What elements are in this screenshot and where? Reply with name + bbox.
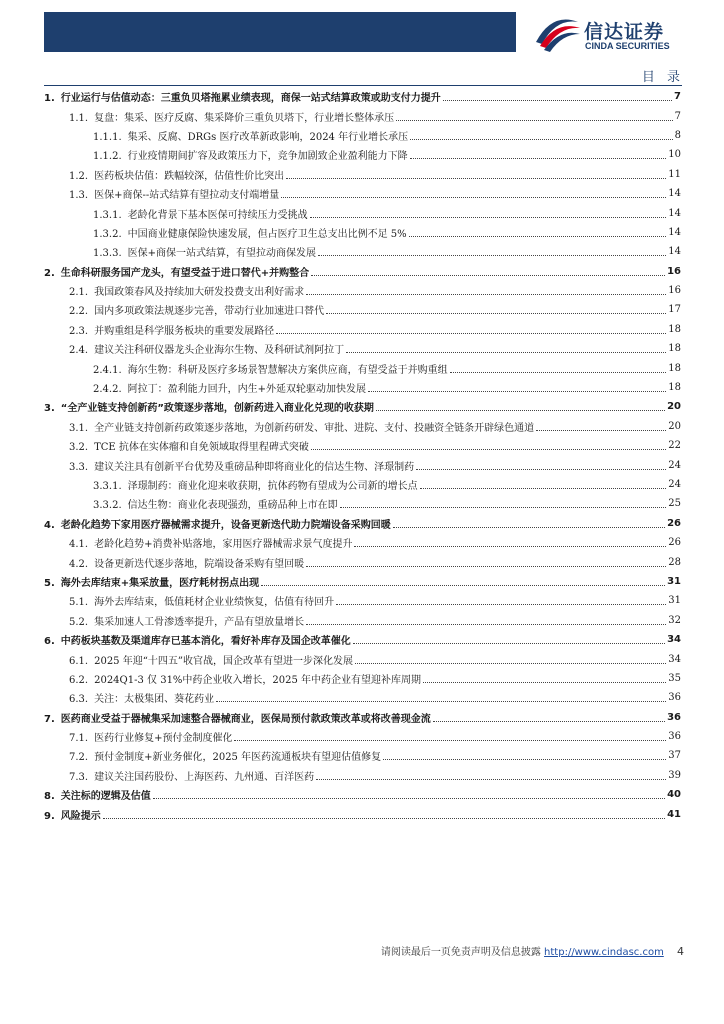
toc-leader-dots [410, 158, 667, 159]
toc-entry-text: 老龄化趋势+消费补贴落地，家用医疗器械需求景气度提升 [94, 539, 353, 551]
toc-entry-page: 14 [668, 207, 681, 219]
toc-entry-number: 1.3. [69, 190, 89, 202]
toc-entry-label [69, 167, 284, 182]
toc-entry-page: 8 [674, 129, 681, 141]
toc-entry-number: 6. [44, 636, 55, 648]
toc-entry-page: 22 [668, 440, 681, 452]
toc-heading: 目 录 [641, 70, 684, 85]
toc-entry-number: 8. [44, 791, 55, 803]
toc-entry-text: 我国政策春风及持续加大研发投费支出利好需求 [94, 287, 305, 299]
toc-entry[interactable] [44, 358, 681, 377]
toc-entry-text: 2024Q1-3 仅 31%中药企业收入增长，2025 年中药企业有望迎补库周期 [94, 674, 422, 686]
toc-leader-dots [216, 701, 666, 702]
toc-entry-number: 2.1. [69, 287, 89, 299]
toc-leader-dots [355, 663, 666, 664]
website-link[interactable]: http://www.cindasc.com [544, 947, 664, 958]
toc-entry-label [69, 438, 309, 453]
toc-entry-number: 1.2. [69, 170, 89, 182]
toc-entry-label [69, 652, 353, 667]
toc-entry-label [69, 419, 534, 434]
toc-entry-number: 1.3.2. [93, 228, 122, 240]
toc-leader-dots [450, 372, 667, 373]
toc-leader-dots [420, 488, 667, 489]
toc-entry-text: 海外去库结束+集采放量，医疗耗材拐点出现 [60, 577, 260, 589]
toc-entry-text: 设备更新迭代逐步落地，院端设备采购有望回暖 [94, 558, 305, 570]
toc-entry-page: 24 [668, 459, 681, 471]
toc-entry-text: 建议关注科研仪器龙头企业海尔生物、及科研试剂阿拉丁 [94, 345, 345, 357]
toc-entry-text: 建议关注具有创新平台优势及重磅品种即将商业化的信达生物、泽璟制药 [94, 461, 415, 473]
toc-leader-dots [234, 740, 666, 741]
toc-entry-number: 4. [44, 519, 55, 531]
toc-entry-page: 37 [668, 750, 681, 762]
toc-entry-text: 生命科研服务国产龙头，有望受益于进口替代+并购整合 [60, 267, 310, 279]
toc-entry-label [93, 477, 418, 492]
company-logo [532, 14, 708, 54]
toc-entry-label [69, 186, 279, 201]
toc-entry[interactable] [44, 514, 681, 533]
toc-entry-label [69, 302, 324, 317]
toc-entry-number: 3.1. [69, 422, 89, 434]
toc-entry-number: 1. [44, 93, 55, 105]
toc-entry-number: 2.4.2. [93, 384, 122, 396]
toc-entry-text: 关注：太极集团、葵花药业 [94, 694, 215, 706]
toc-entry-label [44, 574, 259, 589]
toc-entry[interactable] [44, 455, 681, 474]
toc-entry-label [69, 283, 304, 298]
toc-entry[interactable] [44, 669, 681, 688]
toc-leader-dots [396, 120, 673, 121]
toc-entry[interactable] [44, 630, 681, 649]
toc-entry[interactable] [44, 533, 681, 552]
toc-entry-page: 20 [668, 420, 681, 432]
toc-entry-number: 3.3. [69, 461, 89, 473]
toc-entry-page: 39 [668, 769, 681, 781]
toc-entry-number: 1.1. [69, 112, 89, 124]
toc-entry[interactable] [44, 475, 681, 494]
toc-entry-text: 关注标的逻辑及估值 [60, 791, 151, 803]
toc-entry-label [44, 632, 351, 647]
toc-entry[interactable] [44, 397, 681, 416]
toc-entry[interactable] [44, 145, 681, 164]
toc-entry-label [69, 729, 232, 744]
toc-entry-text: 风险提示 [60, 810, 101, 822]
toc-entry-text: 医药板块估值：跌幅较深，估值性价比突出 [94, 170, 285, 182]
toc-entry[interactable] [44, 494, 681, 513]
toc-entry-page: 11 [668, 168, 681, 180]
toc-entry-text: 医保+商保一站式结算，有望拉动商保发展 [127, 248, 317, 260]
toc-leader-dots [311, 275, 665, 276]
toc-entry-page: 31 [668, 595, 681, 607]
toc-leader-dots [409, 236, 667, 237]
toc-entry[interactable] [44, 339, 681, 358]
toc-entry-label [44, 89, 441, 104]
toc-entry-label [69, 768, 314, 783]
toc-entry-number: 6.2. [69, 674, 89, 686]
toc-entry-label [69, 613, 304, 628]
toc-leader-dots [536, 430, 666, 431]
toc-entry[interactable] [44, 165, 681, 184]
toc-entry-label [93, 496, 338, 511]
toc-entry-number: 2. [44, 267, 55, 279]
toc-entry-text: 国内多项政策法规逐步完善，带动行业加速进口替代 [94, 306, 325, 318]
toc-entry-number: 2.2. [69, 306, 89, 318]
toc-entry-label [44, 264, 309, 279]
toc-entry-label [69, 341, 344, 356]
page-number: 4 [677, 945, 684, 958]
toc-entry-page: 16 [668, 285, 681, 297]
toc-entry-page: 17 [668, 304, 681, 316]
toc-entry-page: 10 [668, 149, 681, 161]
toc-entry[interactable] [44, 649, 681, 668]
toc-entry-page: 36 [667, 711, 681, 723]
toc-entry-page: 40 [667, 789, 681, 801]
toc-entry-text: 海尔生物：科研及医疗多场景智慧解决方案供应商，有望受益于并购重组 [127, 364, 448, 376]
toc-entry[interactable] [44, 746, 681, 765]
toc-entry-text: 阿拉丁：盈利能力回升，内生+外延双轮驱动加快发展 [127, 384, 367, 396]
toc-entry-text: 预付金制度+新业务催化，2025 年医药流通板块有望迎估值修复 [94, 752, 382, 764]
toc-entry-number: 2.3. [69, 325, 89, 337]
toc-leader-dots [261, 585, 665, 586]
toc-entry-text: 2025 年迎“十四五”收官战，国企改革有望进一步深化发展 [94, 655, 353, 667]
toc-entry-text: 海外去库结束，低值耗材企业业绩恢复，估值有待回升 [94, 597, 335, 609]
toc-leader-dots [281, 197, 666, 198]
toc-entry-number: 4.1. [69, 539, 89, 551]
toc-leader-dots [286, 178, 666, 179]
toc-entry-page: 34 [668, 653, 681, 665]
toc-leader-dots [354, 546, 666, 547]
toc-entry-page: 18 [668, 382, 681, 394]
toc-entry-page: 25 [668, 498, 681, 510]
brand-name-en: CINDA SECURITIES [585, 41, 670, 51]
toc-entry-number: 1.3.3. [93, 248, 122, 260]
toc-entry[interactable] [44, 87, 681, 106]
toc-entry-number: 5.1. [69, 597, 89, 609]
toc-entry-page: 20 [667, 401, 681, 413]
toc-entry-page: 35 [668, 672, 681, 684]
toc-entry-label [69, 748, 381, 763]
toc-entry[interactable] [44, 378, 681, 397]
toc-entry-label [69, 690, 214, 705]
toc-entry-text: 中药板块基数及渠道库存已基本消化，看好补库存及国企改革催化 [60, 636, 351, 648]
toc-entry-text: 中国商业健康保险快速发展，但占医疗卫生总支出比例不足 5% [127, 228, 407, 240]
toc-leader-dots [410, 139, 673, 140]
toc-entry-label [93, 128, 408, 143]
toc-entry[interactable] [44, 804, 681, 823]
toc-entry-text: 老龄化背景下基本医保可持续压力受挑战 [127, 209, 308, 221]
cinda-logo-icon [532, 14, 582, 54]
toc-entry-label [93, 361, 448, 376]
toc-entry-text: 集采、反腐、DRGs 医疗改革新政影响，2024 年行业增长承压 [127, 131, 409, 143]
toc-entry[interactable] [44, 766, 681, 785]
toc-entry-page: 14 [668, 246, 681, 258]
toc-leader-dots [306, 624, 666, 625]
toc-leader-dots [326, 313, 666, 314]
toc-entry-page: 16 [667, 265, 681, 277]
toc-entry[interactable] [44, 417, 681, 436]
toc-entry-text: 行业疫情期间扩容及政策压力下，竞争加剧致企业盈利能力下降 [127, 151, 408, 163]
toc-entry[interactable] [44, 611, 681, 630]
toc-entry-page: 14 [668, 226, 681, 238]
toc-entry-label [44, 710, 431, 725]
toc-entry-page: 26 [667, 517, 681, 529]
toc-leader-dots [306, 294, 666, 295]
toc-entry-page: 7 [674, 91, 681, 103]
toc-leader-dots [353, 643, 665, 644]
toc-leader-dots [346, 352, 666, 353]
toc-leader-dots [393, 527, 665, 528]
toc-entry-label [44, 399, 374, 414]
toc-entry-label [69, 458, 414, 473]
toc-entry[interactable] [44, 688, 681, 707]
toc-entry-label [69, 109, 394, 124]
toc-entry-label [69, 322, 274, 337]
toc-entry-number: 2.4. [69, 345, 89, 357]
toc-entry-number: 6.1. [69, 655, 89, 667]
toc-entry-page: 7 [674, 110, 681, 122]
toc-leader-dots [376, 410, 665, 411]
toc-entry-page: 32 [668, 614, 681, 626]
toc-leader-dots [311, 449, 666, 450]
toc-entry-page: 24 [668, 479, 681, 490]
toc-entry-page: 26 [668, 537, 681, 549]
toc-entry-text: 信达生物：商业化表现强劲，重磅品种上市在即 [127, 500, 338, 512]
toc-entry-page: 36 [668, 731, 681, 743]
toc-entry[interactable] [44, 203, 681, 222]
toc-entry-text: 医药商业受益于器械集采加速整合器械商业，医保局预付款政策改革或将改善现金流 [60, 713, 431, 725]
toc-entry-page: 41 [667, 808, 681, 820]
toc-leader-dots [368, 391, 666, 392]
toc-entry[interactable] [44, 552, 681, 571]
toc-entry-page: 36 [668, 692, 681, 704]
toc-leader-dots [340, 507, 667, 508]
toc-leader-dots [310, 217, 667, 218]
toc-entry[interactable] [44, 320, 681, 339]
toc-leader-dots [383, 759, 666, 760]
toc-entry-label [93, 244, 316, 259]
toc-entry-label [69, 535, 352, 550]
toc-leader-dots [416, 469, 666, 470]
toc-entry-label [44, 516, 391, 531]
toc-entry-label [69, 593, 334, 608]
toc-leader-dots [336, 604, 666, 605]
toc-entry-number: 5. [44, 577, 55, 589]
toc-leader-dots [316, 779, 666, 780]
toc-entry[interactable] [44, 126, 681, 145]
toc-entry-label [44, 787, 151, 802]
header-banner [44, 12, 516, 52]
toc-entry[interactable] [44, 727, 681, 746]
toc-entry[interactable] [44, 223, 681, 242]
toc-leader-dots [443, 100, 672, 101]
toc-entry-text: 行业运行与估值动态：三重负贝塔拖累业绩表现，商保一站式结算政策或助支付力提升 [60, 93, 441, 105]
toc-entry-page: 18 [668, 323, 681, 335]
toc-entry-text: 并购重组是科学服务板块的重要发展路径 [94, 325, 275, 337]
toc-entry-number: 7.3. [69, 771, 89, 783]
toc-entry[interactable] [44, 591, 681, 610]
toc-entry[interactable] [44, 106, 681, 125]
toc-leader-dots [276, 333, 666, 334]
toc-entry-text: 建议关注国药股份、上海医药、九州通、百洋医药 [94, 771, 315, 783]
toc-leader-dots [306, 566, 666, 567]
toc-entry-number: 3.2. [69, 442, 89, 454]
toc-entry[interactable] [44, 708, 681, 727]
toc-entry-number: 1.3.1. [93, 209, 122, 221]
toc-entry[interactable] [44, 281, 681, 300]
toc-entry-page: 34 [667, 634, 681, 646]
toc-leader-dots [423, 682, 666, 683]
toc-entry-number: 5.2. [69, 616, 89, 628]
toc-entry-text: “全产业链支持创新药”政策逐步落地，创新药进入商业化兑现的收获期 [60, 403, 374, 415]
toc-leader-dots [318, 255, 666, 256]
toc-entry-label [93, 206, 308, 221]
toc-entry-page: 14 [668, 188, 681, 200]
toc-entry-text: 复盘：集采、医疗反腐、集采降价三重负贝塔下，行业增长整体承压 [94, 112, 395, 124]
toc-leader-dots [433, 721, 665, 722]
toc-entry-text: 全产业链支持创新药政策逐步落地，为创新药研发、审批、进院、支付、投融资全链条开辟绿色通道 [94, 422, 535, 434]
toc-entry[interactable] [44, 785, 681, 804]
brand-name-cn: 信达证券 [584, 21, 665, 43]
table-of-contents [44, 87, 681, 824]
toc-entry-text: 医药行业修复+预付金制度催化 [94, 733, 233, 745]
toc-entry-number: 2.4.1. [93, 364, 122, 376]
toc-entry[interactable] [44, 184, 681, 203]
toc-entry-number: 7. [44, 713, 55, 725]
toc-entry[interactable] [44, 300, 681, 319]
toc-entry[interactable] [44, 572, 681, 591]
toc-entry[interactable] [44, 262, 681, 281]
page-footer [381, 943, 684, 958]
toc-entry-label [93, 225, 407, 240]
toc-entry-text: 老龄化趋势下家用医疗器械需求提升，设备更新迭代助力院端设备采购回暖 [60, 519, 391, 531]
toc-entry-text: 医保+商保--站式结算有望拉动支付端增量 [94, 190, 280, 202]
toc-entry-page: 31 [667, 575, 681, 587]
toc-entry-page: 18 [668, 343, 681, 355]
toc-entry-text: TCE 抗体在实体瘤和自免领域取得里程碑式突破 [94, 442, 309, 454]
toc-entry-label [69, 671, 421, 686]
toc-entry-number: 4.2. [69, 558, 89, 570]
toc-entry-page: 28 [668, 556, 681, 568]
toc-entry-number: 7.2. [69, 752, 89, 764]
toc-entry[interactable] [44, 242, 681, 261]
toc-leader-dots [103, 818, 665, 819]
toc-entry-number: 3. [44, 403, 55, 415]
toc-entry-number: 6.3. [69, 694, 89, 706]
toc-entry-number: 7.1. [69, 733, 89, 745]
divider [44, 85, 682, 86]
toc-entry-text: 泽璟制药：商业化迎来收获期，抗体药物有望成为公司新的增长点 [127, 481, 418, 492]
toc-entry-text: 集采加速人工骨渗透率提升，产品有望放量增长 [94, 616, 305, 628]
toc-entry-number: 1.1.1. [93, 131, 122, 143]
toc-entry[interactable] [44, 436, 681, 455]
toc-entry-number: 3.3.1. [93, 481, 122, 492]
toc-entry-page: 18 [668, 362, 681, 374]
toc-entry-number: 1.1.2. [93, 151, 122, 163]
footer-disclaimer: 请阅读最后一页免责声明及信息披露 [380, 947, 541, 958]
toc-entry-label [44, 807, 101, 822]
toc-entry-number: 3.3.2. [93, 500, 122, 512]
toc-entry-number: 9. [44, 810, 55, 822]
toc-entry-label [69, 555, 304, 570]
toc-leader-dots [153, 798, 665, 799]
toc-entry-label [93, 380, 366, 395]
toc-entry-label [93, 147, 408, 162]
